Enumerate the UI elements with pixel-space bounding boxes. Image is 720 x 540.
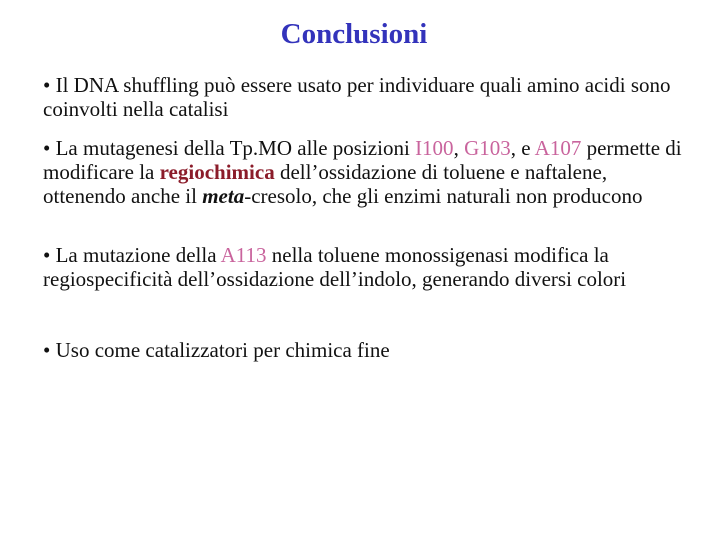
bullet-text-end: -cresolo, che gli enzimi naturali non producono	[244, 184, 643, 208]
bullet-item-2	[43, 136, 683, 208]
regiochimica-highlight: regiochimica	[159, 160, 275, 184]
bullet-marker: •	[43, 243, 51, 267]
bullet-marker: •	[43, 338, 51, 362]
position-a113: A113	[220, 243, 267, 267]
bullet-text-start: La mutagenesi della Tp.MO alle posizioni	[55, 136, 416, 160]
meta-emphasis: meta	[202, 184, 245, 208]
bullet-text-middle: permette di modificare la	[43, 136, 682, 184]
bullet-item-1	[43, 73, 683, 121]
bullet-marker: •	[43, 136, 51, 160]
position-g103: G103	[464, 136, 511, 160]
separator: ,	[453, 136, 465, 160]
bullet-text-middle-2: dell’ossidazione di toluene e naftalene, ottenendo anche il	[43, 160, 608, 208]
bullet-text-end: nella toluene monossigenasi modifica la regiospecificità dell’ossidazione dell’indolo, generando diversi colori	[43, 243, 627, 291]
position-a107: A107	[534, 136, 582, 160]
bullet-text-start: La mutazione della	[55, 243, 221, 267]
bullet-text: Uso come catalizzatori per chimica fine	[55, 338, 390, 362]
slide-title: Conclusioni	[280, 18, 428, 50]
bullet-item-3	[43, 243, 683, 291]
position-i100: I100	[415, 136, 454, 160]
bullet-item-4	[43, 338, 683, 362]
bullet-marker: •	[43, 73, 51, 97]
bullet-text: Il DNA shuffling può essere usato per individuare quali amino acidi sono coinvolti nella catalisi	[43, 73, 671, 121]
separator: , e	[510, 136, 535, 160]
